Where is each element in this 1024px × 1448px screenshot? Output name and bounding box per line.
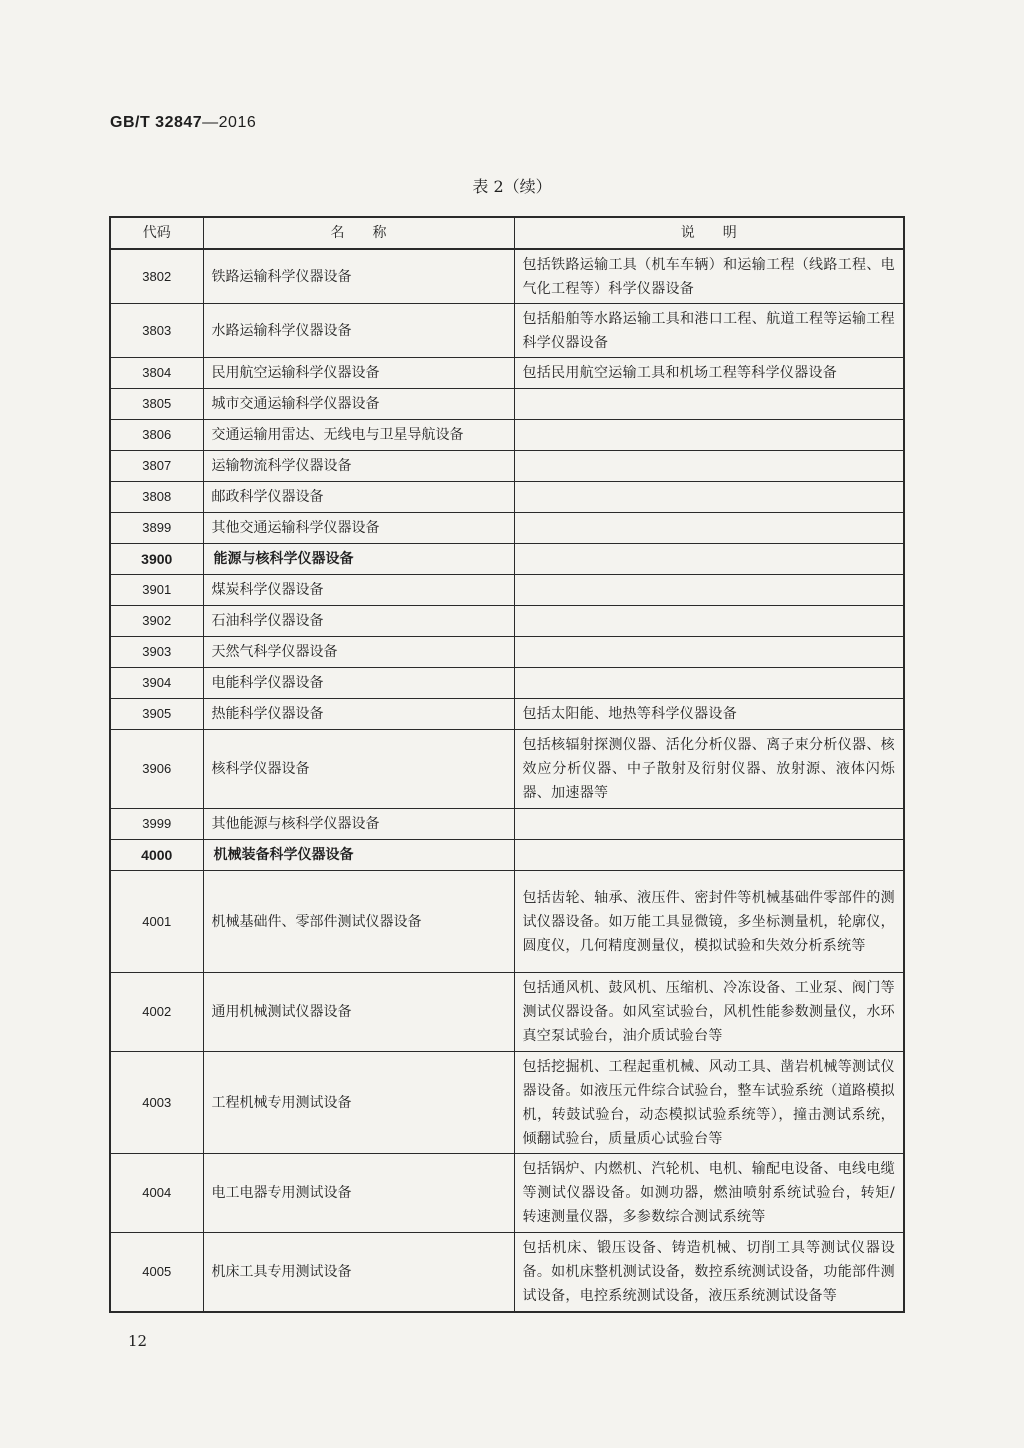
description-cell: 包括齿轮、轴承、液压件、密封件等机械基础件零部件的测试仪器设备。如万能工具显微镜，多坐标测量机，轮廓仪，圆度仪，几何精度测量仪，模拟试验和失效分析系统等 xyxy=(514,871,904,973)
code-cell: 4005 xyxy=(110,1233,203,1313)
table-row xyxy=(110,575,904,606)
name-cell: 煤炭科学仪器设备 xyxy=(203,575,514,606)
table-header-row xyxy=(110,217,904,249)
description-cell: 包括民用航空运输工具和机场工程等科学仪器设备 xyxy=(514,358,904,389)
code-cell: 3803 xyxy=(110,304,203,358)
table-row xyxy=(110,637,904,668)
name-cell: 机械装备科学仪器设备 xyxy=(203,840,514,871)
table-body xyxy=(110,249,904,1312)
description-cell xyxy=(514,637,904,668)
standard-year: —2016 xyxy=(202,114,257,131)
code-cell: 3900 xyxy=(110,544,203,575)
code-cell: 3808 xyxy=(110,482,203,513)
description-cell: 包括锅炉、内燃机、汽轮机、电机、输配电设备、电线电缆等测试仪器设备。如测功器，燃油喷射系统试验台，转矩/转速测量仪器，多参数综合测试系统等 xyxy=(514,1154,904,1233)
name-cell: 水路运输科学仪器设备 xyxy=(203,304,514,358)
table-row xyxy=(110,730,904,809)
table-row xyxy=(110,249,904,304)
name-cell: 机械基础件、零部件测试仪器设备 xyxy=(203,871,514,973)
code-cell: 3902 xyxy=(110,606,203,637)
table-row xyxy=(110,420,904,451)
name-cell: 机床工具专用测试设备 xyxy=(203,1233,514,1313)
description-cell xyxy=(514,420,904,451)
code-cell: 3999 xyxy=(110,809,203,840)
description-cell xyxy=(514,482,904,513)
table-row xyxy=(110,699,904,730)
code-cell: 3906 xyxy=(110,730,203,809)
name-cell: 其他交通运输科学仪器设备 xyxy=(203,513,514,544)
name-cell: 铁路运输科学仪器设备 xyxy=(203,249,514,304)
description-cell xyxy=(514,575,904,606)
name-cell: 城市交通运输科学仪器设备 xyxy=(203,389,514,420)
table-row xyxy=(110,513,904,544)
column-header-name: 名 称 xyxy=(203,217,514,249)
classification-table xyxy=(109,216,905,1313)
description-cell xyxy=(514,606,904,637)
table-row xyxy=(110,606,904,637)
column-header-description: 说 明 xyxy=(514,217,904,249)
code-cell: 3806 xyxy=(110,420,203,451)
name-cell: 天然气科学仪器设备 xyxy=(203,637,514,668)
code-cell: 4003 xyxy=(110,1052,203,1154)
description-cell xyxy=(514,544,904,575)
description-cell: 包括核辐射探测仪器、活化分析仪器、离子束分析仪器、核效应分析仪器、中子散射及衍射仪器、放射源、液体闪烁器、加速器等 xyxy=(514,730,904,809)
code-cell: 3901 xyxy=(110,575,203,606)
table-row xyxy=(110,482,904,513)
name-cell: 电能科学仪器设备 xyxy=(203,668,514,699)
table-row xyxy=(110,809,904,840)
code-cell: 3805 xyxy=(110,389,203,420)
description-cell xyxy=(514,389,904,420)
code-cell: 4004 xyxy=(110,1154,203,1233)
table-row xyxy=(110,1233,904,1313)
description-cell: 包括机床、锻压设备、铸造机械、切削工具等测试仪器设备。如机床整机测试设备，数控系统测试设备，功能部件测试设备，电控系统测试设备，液压系统测试设备等 xyxy=(514,1233,904,1313)
page-number: 12 xyxy=(128,1332,148,1350)
description-cell xyxy=(514,840,904,871)
code-cell: 4001 xyxy=(110,871,203,973)
code-cell: 4002 xyxy=(110,973,203,1052)
name-cell: 石油科学仪器设备 xyxy=(203,606,514,637)
category-row xyxy=(110,840,904,871)
name-cell: 通用机械测试仪器设备 xyxy=(203,973,514,1052)
standard-number: GB/T 32847 xyxy=(110,114,203,131)
table-row xyxy=(110,1052,904,1154)
description-cell: 包括挖掘机、工程起重机械、风动工具、凿岩机械等测试仪器设备。如液压元件综合试验台，整车试验系统（道路模拟机，转鼓试验台，动态模拟试验系统等），撞击测试系统，倾翻试验台，质量质心试验台等 xyxy=(514,1052,904,1154)
standard-code xyxy=(110,114,256,132)
name-cell: 邮政科学仪器设备 xyxy=(203,482,514,513)
table-row xyxy=(110,1154,904,1233)
name-cell: 运输物流科学仪器设备 xyxy=(203,451,514,482)
description-cell: 包括通风机、鼓风机、压缩机、冷冻设备、工业泵、阀门等测试仪器设备。如风室试验台，风机性能参数测量仪，水环真空泵试验台，油介质试验台等 xyxy=(514,973,904,1052)
name-cell: 交通运输用雷达、无线电与卫星导航设备 xyxy=(203,420,514,451)
description-cell xyxy=(514,513,904,544)
name-cell: 民用航空运输科学仪器设备 xyxy=(203,358,514,389)
name-cell: 核科学仪器设备 xyxy=(203,730,514,809)
table-row xyxy=(110,871,904,973)
name-cell: 其他能源与核科学仪器设备 xyxy=(203,809,514,840)
column-header-code: 代码 xyxy=(110,217,203,249)
name-cell: 电工电器专用测试设备 xyxy=(203,1154,514,1233)
code-cell: 3804 xyxy=(110,358,203,389)
code-cell: 3802 xyxy=(110,249,203,304)
table-row xyxy=(110,668,904,699)
name-cell: 热能科学仪器设备 xyxy=(203,699,514,730)
description-cell xyxy=(514,668,904,699)
table-title: 表 2（续） xyxy=(472,177,552,196)
code-cell: 3903 xyxy=(110,637,203,668)
description-cell xyxy=(514,451,904,482)
category-row xyxy=(110,544,904,575)
table-row xyxy=(110,304,904,358)
description-cell xyxy=(514,809,904,840)
table-row xyxy=(110,389,904,420)
code-cell: 3905 xyxy=(110,699,203,730)
table-row xyxy=(110,358,904,389)
name-cell: 工程机械专用测试设备 xyxy=(203,1052,514,1154)
description-cell: 包括船舶等水路运输工具和港口工程、航道工程等运输工程科学仪器设备 xyxy=(514,304,904,358)
description-cell: 包括太阳能、地热等科学仪器设备 xyxy=(514,699,904,730)
code-cell: 3807 xyxy=(110,451,203,482)
code-cell: 3904 xyxy=(110,668,203,699)
description-cell: 包括铁路运输工具（机车车辆）和运输工程（线路工程、电气化工程等）科学仪器设备 xyxy=(514,249,904,304)
table-row xyxy=(110,973,904,1052)
code-cell: 4000 xyxy=(110,840,203,871)
code-cell: 3899 xyxy=(110,513,203,544)
table-row xyxy=(110,451,904,482)
name-cell: 能源与核科学仪器设备 xyxy=(203,544,514,575)
